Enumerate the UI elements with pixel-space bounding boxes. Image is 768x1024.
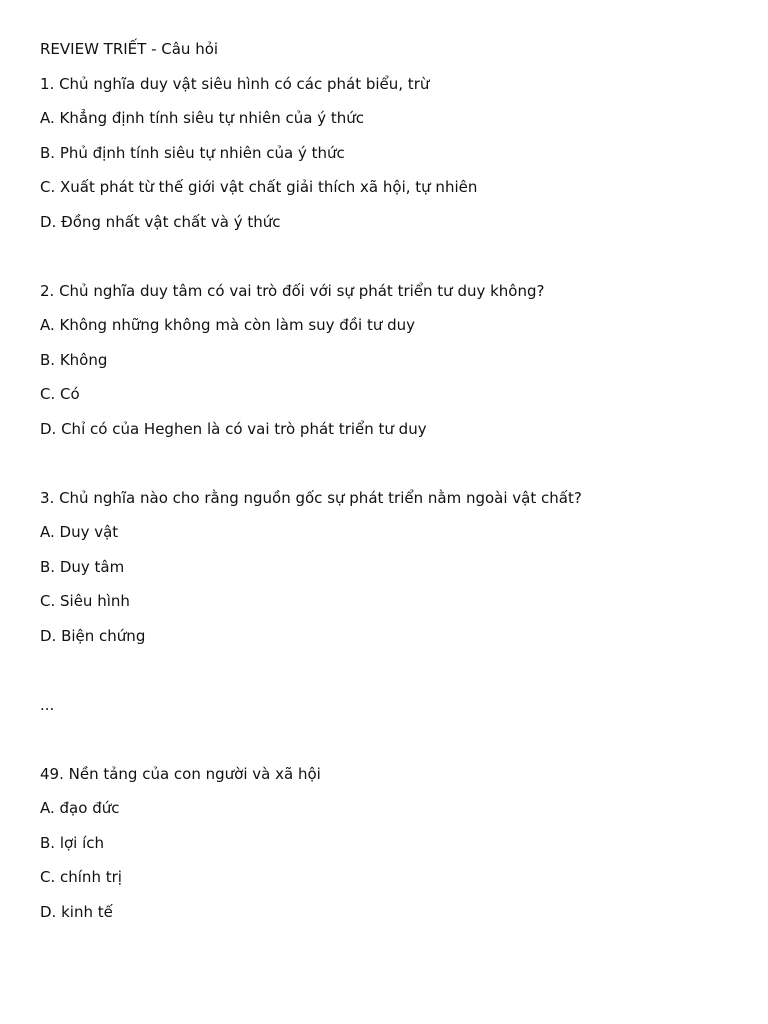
option-a: A. đạo đức xyxy=(40,799,120,817)
question-text: 3. Chủ nghĩa nào cho rằng nguồn gốc sự phát triển nằm ngoài vật chất? xyxy=(40,488,582,507)
question-text: 49. Nền tảng của con người và xã hội xyxy=(40,764,321,783)
question-block-1 xyxy=(40,75,740,248)
blank-line xyxy=(40,247,740,282)
option-c: C. Có xyxy=(40,385,80,403)
option-d: D. Biện chứng xyxy=(40,626,146,645)
option-a: A. Khẳng định tính siêu tự nhiên của ý thức xyxy=(40,109,364,127)
option-d: D. Chỉ có của Heghen là có vai trò phát triển tư duy xyxy=(40,419,427,438)
option-b: B. Không xyxy=(40,350,108,369)
option-c: C. Siêu hình xyxy=(40,592,130,610)
document-title: REVIEW TRIẾT - Câu hỏi xyxy=(40,40,219,58)
option-b: B. Phủ định tính siêu tự nhiên của ý thức xyxy=(40,143,345,162)
question-text: 2. Chủ nghĩa duy tâm có vai trò đối với sự phát triển tư duy không? xyxy=(40,281,545,300)
option-c: C. chính trị xyxy=(40,868,122,886)
option-a: A. Duy vật xyxy=(40,523,119,541)
question-block-3 xyxy=(40,489,740,662)
ellipsis: ... xyxy=(40,695,55,714)
blank-line xyxy=(40,454,740,489)
option-c: C. Xuất phát từ thế giới vật chất giải thích xã hội, tự nhiên xyxy=(40,178,478,196)
option-d: D. kinh tế xyxy=(40,902,113,921)
blank-line xyxy=(40,661,740,696)
document-page xyxy=(40,40,740,937)
question-text: 1. Chủ nghĩa duy vật siêu hình có các phát biểu, trừ xyxy=(40,74,430,93)
question-block-49 xyxy=(40,765,740,938)
option-b: B. lợi ích xyxy=(40,833,105,852)
option-d: D. Đồng nhất vật chất và ý thức xyxy=(40,212,281,231)
question-block-2 xyxy=(40,282,740,455)
option-b: B. Duy tâm xyxy=(40,557,125,576)
blank-line xyxy=(40,730,740,765)
option-a: A. Không những không mà còn làm suy đồi tư duy xyxy=(40,316,416,334)
